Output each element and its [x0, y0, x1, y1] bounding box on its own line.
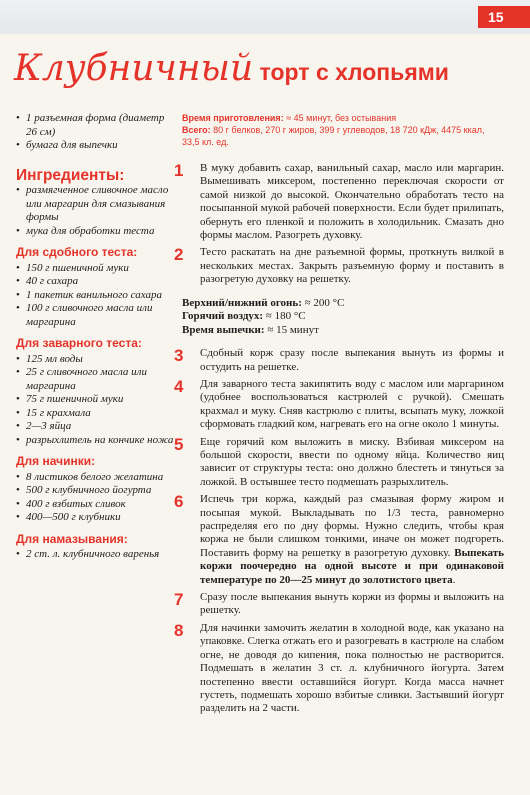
- oven-value: ≈ 15 минут: [264, 323, 319, 336]
- ingredient-item: • 125 мл воды: [16, 353, 176, 367]
- step-text: Сразу после выпекания вынуть коржи из формы и выложить на решетку.: [200, 591, 504, 617]
- equipment-list: [16, 112, 176, 153]
- oven-row: [182, 310, 504, 324]
- section-heading-dough: Для сдобного теста:: [16, 245, 138, 259]
- step-text: Еще горячий ком выложить в миску. Взбивая миксером на большой скорости, ввести по одному яйца. Количество яиц зависит от структуры теста: оно должно блестеть и тянуться за ложкой. В остывшее тесто подмешать разрыхлитель.: [200, 435, 504, 488]
- step-text: Сдобный корж сразу после выпекания вынуть из формы и остудить на решетке.: [200, 347, 504, 373]
- general-ingredients-list: [16, 184, 176, 238]
- step-6: [174, 492, 504, 587]
- section-heading-spread: Для намазывания:: [16, 531, 128, 546]
- step-text-part: Испечь три коржа, каждый раз смазывая форму жиром и посыпая мукой. Выкладывать по 1/3 теста, равномерно распределяя его по дну формы. Нужно следить, чтобы края коржа не были слишком тонкими, иначе он может подгореть. Поставить форму на решетку в разогретую духовку.: [200, 493, 504, 559]
- step-2: [174, 245, 504, 286]
- ingredient-item: • 2 ст. л. клубничного варенья: [16, 548, 176, 562]
- ingredient-item: • 40 г сахара: [16, 275, 176, 289]
- page-header-bar: [0, 0, 530, 34]
- recipe-title-rest: торт с хлопьями: [253, 59, 449, 85]
- section-heading-choux: Для заварного теста:: [16, 336, 142, 350]
- step-number: 7: [174, 590, 184, 610]
- oven-value: ≈ 180 °C: [263, 310, 306, 323]
- oven-row: [182, 297, 504, 311]
- ingredients-heading: Ингредиенты:: [16, 166, 125, 184]
- ingredient-item: • 1 пакетик ванильного сахара: [16, 289, 176, 303]
- step-text: Для начинки замочить желатин в холодной воде, как указано на упаковке. Слегка отжать его и разогревать в кастрюле на слабом огне, не доводя до кипения, пока полностью не растворится. Подмешать в желатин 3 ст. л. клубничного йогурта. Затем постепенно ввести оставшийся йогурт. Когда масса начнет густеть, подмешать хорошо взбитые сливки. Застывший йогурт разделить на 2 части.: [200, 621, 504, 715]
- step-text-end: .: [452, 573, 456, 586]
- recipe-title-script: Клубничный: [14, 48, 254, 89]
- step-number: 6: [174, 492, 184, 512]
- ingredient-item: • 2—3 яйца: [16, 420, 176, 434]
- recipe-title: [14, 48, 449, 89]
- oven-label: Верхний/нижний огонь:: [182, 296, 302, 309]
- prep-time: [182, 112, 504, 124]
- section-heading-filling: Для начинки:: [16, 454, 96, 468]
- prep-time-label: Время приготовления:: [182, 113, 284, 123]
- choux-list: [16, 353, 176, 448]
- ingredient-item: • разрыхлитель на кончике ножа: [16, 434, 176, 448]
- ingredient-item: • 100 г сливочного масла или маргарина: [16, 302, 176, 329]
- step-number: 3: [174, 346, 184, 366]
- ingredient-item: • 400 г взбитых сливок: [16, 498, 176, 512]
- equipment-item: • 1 разъемная форма (диаметр 26 см): [16, 112, 176, 139]
- step-7: [174, 590, 504, 618]
- step-number: 1: [174, 161, 184, 180]
- ingredients-column: [16, 112, 176, 562]
- step-number: 5: [174, 434, 184, 454]
- step-1: [174, 161, 504, 242]
- step-4: [174, 376, 504, 432]
- step-number: 4: [174, 376, 184, 396]
- prep-time-value: ≈ 45 минут, без остывания: [283, 113, 397, 123]
- step-text: [200, 493, 504, 587]
- step-8: [174, 620, 504, 716]
- oven-settings: [182, 297, 504, 338]
- step-text: Тесто раскатать на дне разъемной формы, проткнуть вилкой в нескольких местах. Закрыть разъемную форму и поставить в разогретую духовку на решетку.: [200, 246, 504, 286]
- oven-value: ≈ 200 °C: [301, 296, 345, 309]
- filling-list: [16, 471, 176, 525]
- ingredient-item: • размягченное сливочное масло или маргарин для смазывания формы: [16, 184, 176, 225]
- step-text: Для заварного теста закипятить воду с маслом или маргарином (удобнее воспользоваться кастрюлей с ручкой). Смешать крахмал и муку. Сняв кастрюлю с плиты, всыпать муку, ложкой сформовать гладкий ком, нагревать его на огне около 1 минуты.: [200, 377, 504, 431]
- step-text-bold: Выпекать коржи поочередно на одной высоте и при одинаковой температуре по 20—25 минут до золотистого цвета: [200, 546, 504, 586]
- nutrition-total: [182, 124, 504, 148]
- ingredient-item: • мука для обработки теста: [16, 225, 176, 239]
- page-number: 15: [478, 6, 530, 28]
- ingredient-item: • 25 г сливочного масла или маргарина: [16, 366, 176, 393]
- nutrition-value: 80 г белков, 270 г жиров, 399 г углеводов, 18 720 кДж, 4475 ккал, 33,5 кл. ед.: [182, 125, 485, 147]
- ingredient-item: • 75 г пшеничной муки: [16, 393, 176, 407]
- ingredient-item: • 8 листиков белого желатина: [16, 471, 176, 485]
- spread-list: [16, 548, 176, 562]
- step-5: [174, 434, 504, 490]
- ingredient-item: • 500 г клубничного йогурта: [16, 484, 176, 498]
- step-3: [174, 346, 504, 374]
- ingredient-item: • 400—500 г клубники: [16, 511, 176, 525]
- oven-label: Время выпечки:: [182, 323, 265, 336]
- ingredient-item: • 15 г крахмала: [16, 407, 176, 421]
- recipe-meta: [182, 112, 504, 148]
- oven-row: [182, 324, 504, 338]
- nutrition-label: Всего:: [182, 125, 211, 135]
- step-number: 8: [174, 620, 184, 640]
- equipment-item: • бумага для выпечки: [16, 139, 176, 153]
- step-text: В муку добавить сахар, ванильный сахар, масло или маргарин. Вымешивать миксером, постепенно переключая скорости от самой низкой до высокой. Окончательно обработать тесто на посыпанной мукой рабочей поверхности. Если будет прилипать, обернуть его пленкой и положить в холодильник. Смазать дно формы маслом. Разогреть духовку.: [200, 162, 504, 242]
- dough-list: [16, 262, 176, 330]
- ingredient-item: • 150 г пшеничной муки: [16, 262, 176, 276]
- oven-label: Горячий воздух:: [182, 310, 264, 323]
- step-number: 2: [174, 245, 184, 265]
- instructions-column: [174, 112, 504, 720]
